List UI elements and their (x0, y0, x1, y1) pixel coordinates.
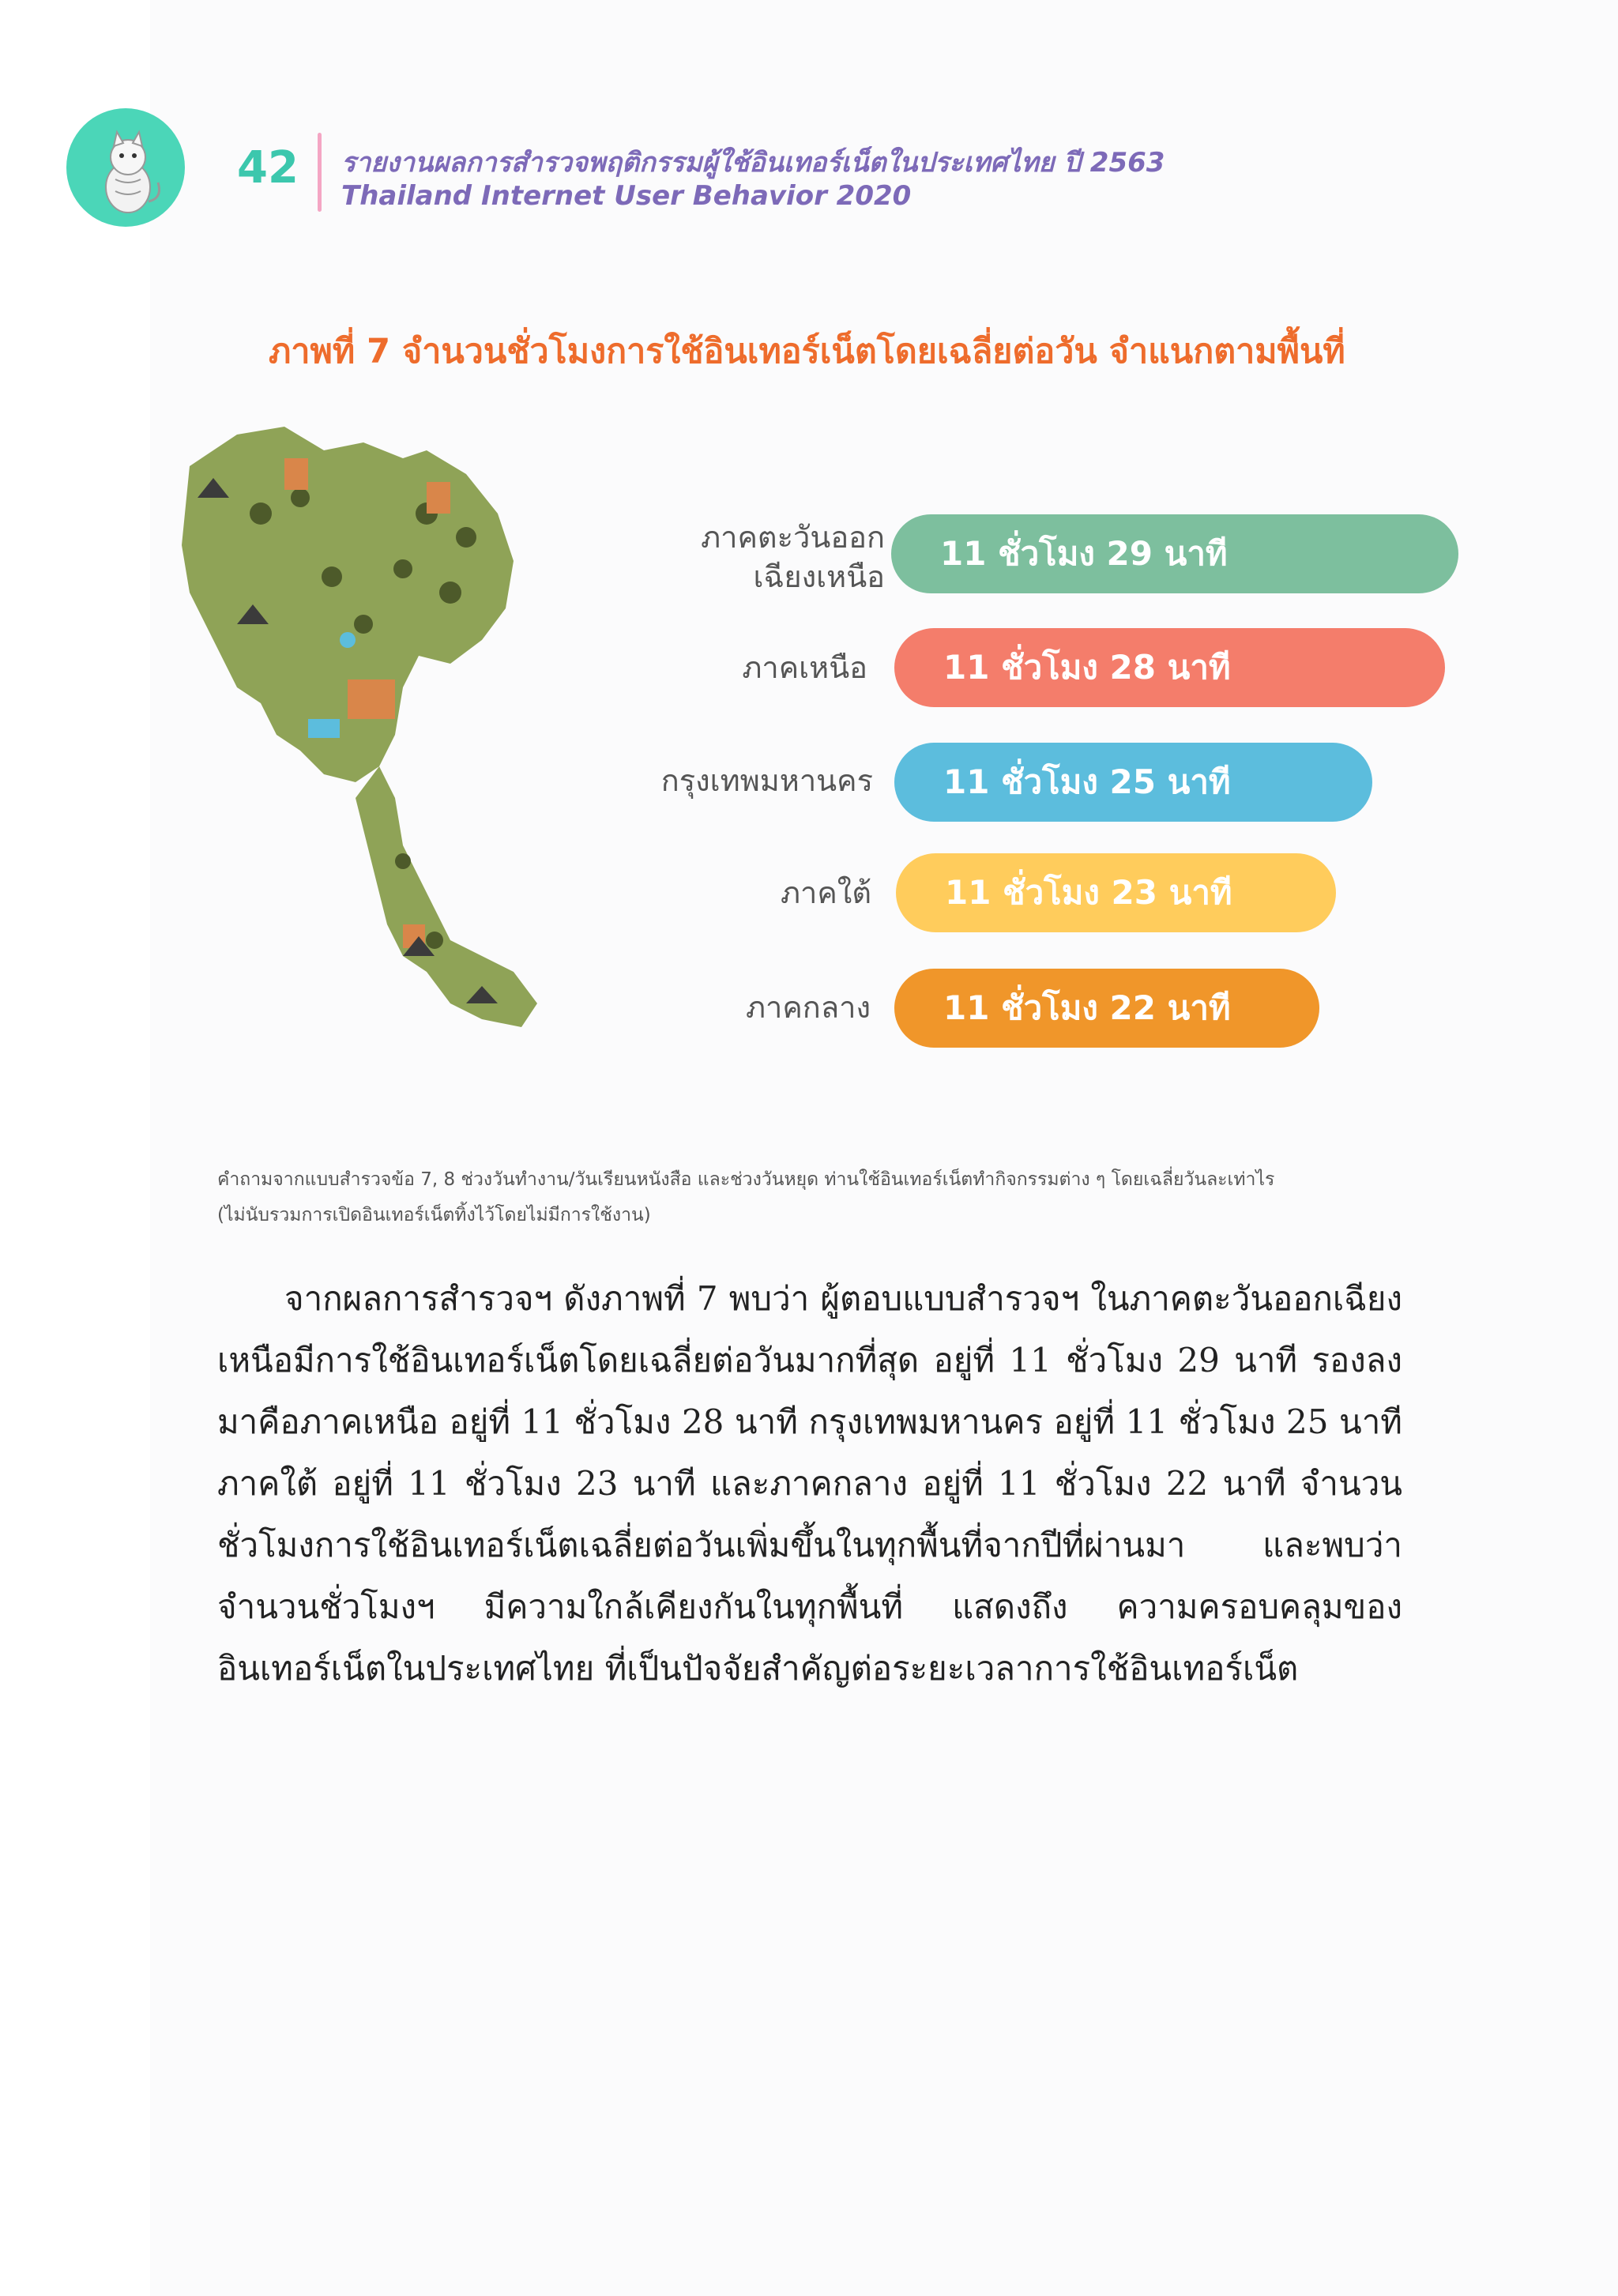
bar-value-label: 11 ชั่วโมง 23 นาที (945, 873, 1232, 912)
bar-value-label: 11 ชั่วโมง 29 นาที (940, 534, 1228, 573)
bar-bangkok (894, 743, 1372, 822)
thailand-map-illustration (166, 403, 640, 1114)
bar-northeast (891, 514, 1458, 593)
page-number: 42 (237, 142, 299, 194)
body-paragraph (217, 1268, 1402, 1699)
bar-central (894, 969, 1319, 1048)
cat-logo-icon (66, 108, 185, 227)
survey-question-note-line1: คำถามจากแบบสำรวจข้อ 7, 8 ช่วงวันทำงาน/วันเรียนหนังสือ และช่วงวันหยุด ท่านใช้อินเทอร์เน็ตทำกิจกรรมต่าง ๆ โดยเฉลี่ยวันละเท่าไร (217, 1169, 1275, 1190)
region-label-bangkok: กรุงเทพมหานคร (660, 763, 873, 798)
region-label-south: ภาคใต้ (780, 875, 871, 910)
region-label-central: ภาคกลาง (746, 990, 871, 1025)
survey-question-note-line2: (ไม่นับรวมการเปิดอินเทอร์เน็ตทิ้งไว้โดยไม่มีการใช้งาน) (217, 1205, 651, 1225)
bar-value-label: 11 ชั่วโมง 22 นาที (943, 988, 1231, 1027)
header-divider (318, 133, 322, 212)
bar-north (894, 628, 1445, 707)
region-label-northeast: ภาคตะวันออก เฉียงเหนือ (701, 520, 885, 594)
bar-south (896, 853, 1336, 932)
header-title-thai: รายงานผลการสำรวจพฤติกรรมผู้ใช้อินเทอร์เน็ตในประเทศไทย ปี 2563 (341, 147, 1165, 179)
bar-value-label: 11 ชั่วโมง 28 นาที (943, 648, 1231, 687)
figure-title: ภาพที่ 7 จำนวนชั่วโมงการใช้อินเทอร์เน็ตโดยเฉลี่ยต่อวัน จำแนกตามพื้นที่ (269, 332, 1345, 371)
header-title-english: Thailand Internet User Behavior 2020 (341, 180, 912, 212)
bar-value-label: 11 ชั่วโมง 25 นาที (943, 762, 1231, 801)
body-text: จากผลการสำรวจฯ ดังภาพที่ 7 พบว่า ผู้ตอบแบบสำรวจฯ ในภาคตะวันออกเฉียงเหนือมีการใช้อินเทอร์เน็ตโดยเฉลี่ยต่อวันมากที่สุด อยู่ที่ 11 ชั่วโมง 29 นาที รองลงมาคือภาคเหนือ อยู่ที่ 11 ชั่วโมง 28 นาที กรุงเทพมหานคร อยู่ที่ 11 ชั่วโมง 25 นาที ภาคใต้ อยู่ที่ 11 ชั่วโมง 23 นาที และภาคกลาง อยู่ที่ 11 ชั่วโมง 22 นาที จำนวนชั่วโมงการใช้อินเทอร์เน็ตเฉลี่ยต่อวันเพิ่มขึ้นในทุกพื้นที่จากปีที่ผ่านมา และพบว่า จำนวนชั่วโมงฯ มีความใกล้เคียงกันในทุกพื้นที่ แสดงถึง ความครอบคลุมของอินเทอร์เน็ตในประเทศไทย ที่เป็นปัจจัยสำคัญต่อระยะเวลาการใช้อินเทอร์เน็ต (217, 1279, 1402, 1688)
region-label-north: ภาคเหนือ (742, 650, 867, 685)
